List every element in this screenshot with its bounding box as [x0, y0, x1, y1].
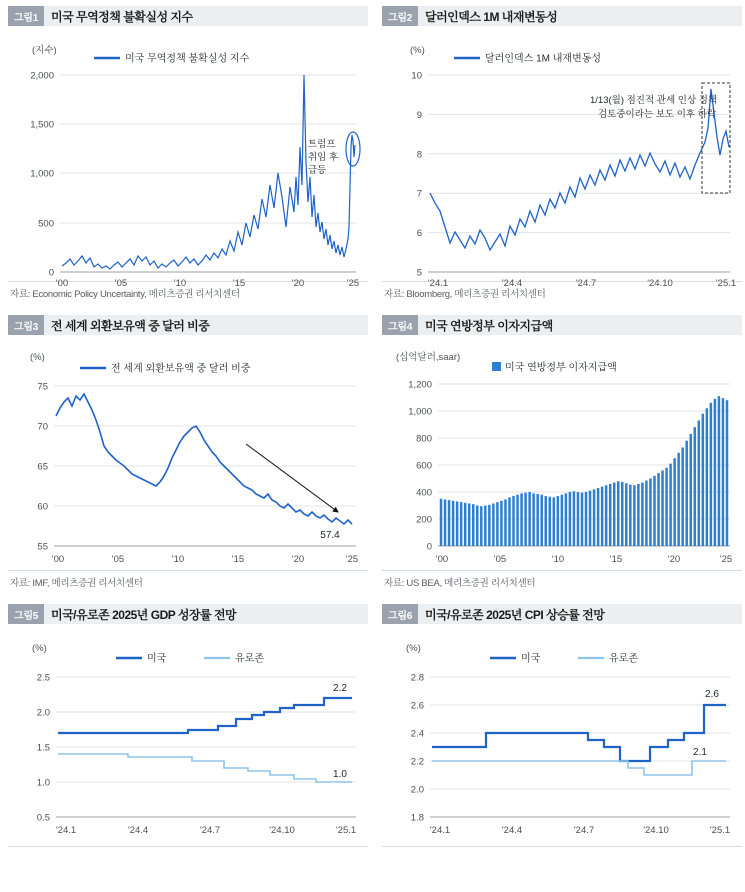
bar [710, 403, 713, 546]
panel-header [382, 604, 742, 625]
bar [496, 502, 499, 546]
panel-header [8, 604, 368, 625]
chart-svg [8, 336, 368, 571]
y-tick-labels [411, 71, 422, 279]
svg-text:2.0: 2.0 [410, 784, 424, 796]
bar [665, 468, 668, 546]
chart-svg [8, 625, 368, 847]
annotation-line-1: 1/13(월) 점진적 관세 인상 정책 [590, 95, 718, 106]
y-tick-labels [30, 71, 54, 279]
bar [524, 493, 527, 546]
y-tick-labels [37, 382, 48, 553]
chart-svg [382, 625, 742, 847]
svg-text:2.6: 2.6 [410, 700, 424, 712]
svg-text:500: 500 [38, 218, 54, 230]
panel-title: 미국/유로존 2025년 CPI 상승률 전망 [424, 607, 605, 622]
bar [605, 485, 608, 546]
legend-label: 미국 연방정부 이자지급액 [505, 362, 617, 374]
svg-text:2.8: 2.8 [410, 672, 424, 684]
bar [508, 497, 511, 546]
bar [544, 496, 547, 546]
bar [460, 502, 463, 546]
svg-text:800: 800 [416, 433, 432, 445]
panel-title: 미국/유로존 2025년 GDP 성장률 전망 [50, 607, 237, 622]
bar [488, 505, 491, 546]
panel-dollar-index-vol [382, 6, 742, 307]
bar [581, 493, 584, 546]
y-gridlines [56, 677, 356, 817]
svg-text:1,000: 1,000 [30, 168, 54, 180]
panel-tag: 그림4 [382, 315, 418, 335]
chart-grid [8, 6, 737, 847]
svg-text:'05: '05 [114, 278, 128, 289]
svg-text:'24.10: '24.10 [647, 278, 673, 289]
svg-text:'00: '00 [51, 554, 65, 565]
y-gridlines [54, 386, 356, 546]
svg-text:'20: '20 [667, 554, 681, 565]
panel-usd-reserve-share [8, 315, 368, 596]
bar [476, 506, 479, 547]
series-line-ez [432, 761, 726, 775]
bar [536, 494, 539, 546]
legend-label: 달러인덱스 1M 내재변동성 [485, 53, 602, 65]
bar [613, 483, 616, 546]
bar [456, 501, 459, 546]
chart-dollar-index-vol [382, 27, 742, 289]
svg-text:400: 400 [416, 487, 432, 499]
bar [629, 485, 632, 546]
svg-text:'24.7: '24.7 [575, 278, 597, 289]
legend-label: 미국 무역정책 불확실성 지수 [125, 53, 250, 65]
bar [532, 493, 535, 546]
svg-text:600: 600 [416, 460, 432, 472]
bar [565, 493, 568, 546]
bar [645, 481, 648, 546]
chart-svg [382, 336, 742, 571]
svg-text:'15: '15 [232, 278, 246, 289]
svg-text:'24.1: '24.1 [429, 825, 451, 836]
panel-header [382, 315, 742, 336]
bar [577, 492, 580, 546]
bar [677, 453, 680, 546]
y-unit-label: (%) [32, 643, 47, 654]
svg-text:2.5: 2.5 [36, 672, 50, 684]
bar [492, 503, 495, 546]
series-line-us [58, 698, 352, 733]
chart-gdp-forecast [8, 625, 368, 847]
x-tick-labels [430, 825, 730, 836]
svg-text:0.5: 0.5 [36, 812, 50, 824]
bar [444, 499, 447, 546]
panel-source: 자료: US BEA, 메리츠증권 리서치센터 [384, 578, 536, 589]
bar [472, 504, 475, 546]
data-label-ez: 2.1 [693, 747, 707, 758]
x-tick-labels [436, 554, 732, 565]
svg-text:'25: '25 [345, 554, 359, 565]
svg-text:'20: '20 [291, 278, 305, 289]
bar [585, 492, 588, 546]
series-line-ez [58, 754, 352, 782]
bar [718, 396, 721, 546]
x-tick-labels [52, 554, 358, 565]
svg-text:0: 0 [426, 541, 432, 553]
y-tick-labels [411, 673, 424, 824]
chart-svg [8, 27, 368, 289]
data-label-us: 2.6 [705, 689, 719, 700]
svg-text:1.0: 1.0 [36, 777, 50, 789]
panel-tag: 그림2 [382, 6, 418, 26]
series-line [56, 394, 352, 524]
svg-text:'05: '05 [493, 554, 507, 565]
svg-text:75: 75 [37, 381, 48, 393]
y-tick-labels [408, 380, 432, 553]
svg-text:1,200: 1,200 [408, 379, 432, 391]
bar [512, 496, 515, 546]
svg-text:'24.7: '24.7 [573, 825, 595, 836]
last-value-label: 57.4 [320, 530, 340, 541]
bar-series [440, 396, 728, 546]
panel-tag: 그림3 [8, 315, 44, 335]
bar [698, 420, 701, 546]
x-tick-labels [56, 825, 356, 836]
svg-text:200: 200 [416, 514, 432, 526]
svg-text:2,000: 2,000 [30, 70, 54, 82]
svg-text:'15: '15 [231, 554, 245, 565]
panel-header [382, 6, 742, 27]
bar [653, 476, 656, 546]
svg-text:1.5: 1.5 [36, 742, 50, 754]
bar [702, 414, 705, 546]
bar [597, 488, 600, 546]
annotation-line-2: 취임 후 [308, 152, 339, 163]
panel-title: 달러인덱스 1M 내재변동성 [424, 9, 558, 24]
bar [601, 487, 604, 546]
svg-text:5: 5 [416, 267, 422, 279]
svg-text:'15: '15 [609, 554, 623, 565]
svg-text:'25: '25 [719, 554, 733, 565]
y-unit-label: (지수) [32, 45, 57, 56]
bar [673, 458, 676, 546]
svg-text:'25.1: '25.1 [715, 278, 737, 289]
bar [561, 495, 564, 546]
panel-title: 미국 무역정책 불확실성 지수 [50, 9, 193, 24]
svg-text:60: 60 [37, 501, 48, 513]
bar [694, 427, 697, 546]
legend-label-ez: 유로존 [609, 653, 638, 665]
bar [722, 398, 725, 546]
svg-text:'25: '25 [346, 278, 360, 289]
bar [641, 483, 644, 546]
bar [557, 496, 560, 546]
svg-text:'24.4: '24.4 [127, 825, 149, 836]
svg-text:'24.10: '24.10 [269, 825, 295, 836]
bar [609, 484, 612, 546]
svg-text:70: 70 [37, 421, 48, 433]
svg-text:'00: '00 [435, 554, 449, 565]
bar [448, 500, 451, 546]
panel-trade-policy-uncertainty [8, 6, 368, 307]
bar [637, 484, 640, 546]
annotation-line-3: 급등 [308, 165, 327, 176]
bar [528, 492, 531, 546]
panel-title: 전 세계 외환보유액 중 달러 비중 [50, 318, 210, 333]
bar [468, 503, 471, 546]
y-unit-label: (%) [30, 352, 45, 363]
bar [706, 408, 709, 546]
svg-text:8: 8 [416, 149, 422, 161]
bar [553, 497, 556, 546]
bar [621, 482, 624, 546]
svg-text:1.8: 1.8 [410, 812, 424, 824]
svg-text:1,500: 1,500 [30, 119, 54, 131]
svg-text:2.0: 2.0 [36, 707, 50, 719]
bar [726, 400, 729, 546]
svg-text:0: 0 [48, 267, 54, 279]
svg-text:1,000: 1,000 [408, 406, 432, 418]
bar [625, 483, 628, 546]
bar [689, 434, 692, 546]
bar [540, 495, 543, 546]
svg-text:'05: '05 [111, 554, 125, 565]
bar [484, 506, 487, 547]
panel-tag: 그림6 [382, 604, 418, 624]
panel-header [8, 315, 368, 336]
chart-federal-interest-payments [382, 336, 742, 571]
panel-tag: 그림5 [8, 604, 44, 624]
panel-federal-interest-payments [382, 315, 742, 596]
svg-text:'10: '10 [171, 554, 185, 565]
panel-source: 자료: Economic Policy Uncertainty, 메리츠증권 리서치센터 [10, 289, 240, 300]
svg-text:65: 65 [37, 461, 48, 473]
chart-trade-policy-uncertainty [8, 27, 368, 289]
panel-source: 자료: Bloomberg, 메리츠증권 리서치센터 [384, 289, 546, 300]
legend-label: 전 세계 외환보유액 중 달러 비중 [111, 363, 251, 375]
bar [504, 499, 507, 546]
trend-arrow [246, 444, 338, 512]
y-tick-labels [37, 673, 50, 824]
svg-text:2.2: 2.2 [410, 756, 424, 768]
svg-text:'00: '00 [55, 278, 69, 289]
bar [633, 485, 636, 546]
svg-text:'20: '20 [291, 554, 305, 565]
bar [589, 491, 592, 546]
bar [480, 506, 483, 546]
bar [440, 499, 443, 546]
panel-source: 자료: IMF, 메리츠증권 리서치센터 [10, 578, 143, 589]
svg-text:'10: '10 [173, 278, 187, 289]
bar [516, 495, 519, 546]
legend-label-us: 미국 [521, 653, 541, 665]
panel-title: 미국 연방정부 이자지급액 [424, 318, 553, 333]
annotation-line-2: 검토중이라는 보도 이후 하락 [598, 109, 717, 120]
chart-usd-reserve-share [8, 336, 368, 571]
svg-text:'24.4: '24.4 [501, 825, 523, 836]
svg-text:'24.4: '24.4 [501, 278, 523, 289]
bar [573, 491, 576, 546]
y-unit-label: (십억달러,saar) [396, 352, 461, 363]
bar [569, 492, 572, 546]
bar [661, 470, 664, 546]
y-unit-label: (%) [406, 643, 421, 654]
panel-tag: 그림1 [8, 6, 44, 26]
bar [681, 447, 684, 546]
legend-label-us: 미국 [147, 653, 167, 665]
bar [452, 501, 455, 546]
svg-text:'24.7: '24.7 [199, 825, 221, 836]
bar [617, 481, 620, 546]
data-label-ez: 1.0 [333, 769, 347, 780]
chart-cpi-forecast [382, 625, 742, 847]
svg-text:55: 55 [37, 541, 48, 553]
svg-text:'24.10: '24.10 [643, 825, 669, 836]
chart-svg [382, 27, 742, 289]
svg-text:2.4: 2.4 [410, 728, 424, 740]
legend-label-ez: 유로존 [235, 653, 264, 665]
svg-text:'25.1: '25.1 [709, 825, 731, 836]
svg-text:10: 10 [411, 70, 422, 82]
svg-text:7: 7 [416, 188, 422, 200]
panel-cpi-forecast [382, 604, 742, 847]
panel-gdp-forecast [8, 604, 368, 847]
bar [685, 441, 688, 546]
bar [714, 399, 717, 546]
svg-text:6: 6 [416, 228, 422, 240]
bar [657, 473, 660, 546]
annotation-line-1: 트럼프 [308, 139, 336, 150]
svg-text:'24.1: '24.1 [427, 278, 449, 289]
svg-text:'10: '10 [551, 554, 565, 565]
bar [593, 489, 596, 546]
svg-text:'25.1: '25.1 [335, 825, 357, 836]
bar [669, 464, 672, 546]
bar [500, 501, 503, 546]
panel-header [8, 6, 368, 27]
y-unit-label: (%) [410, 45, 425, 56]
bar [520, 493, 523, 546]
svg-text:'24.1: '24.1 [55, 825, 77, 836]
svg-text:9: 9 [416, 109, 422, 121]
bar [464, 503, 467, 546]
bar [649, 479, 652, 547]
legend-swatch [492, 362, 501, 371]
bar [549, 497, 552, 546]
data-label-us: 2.2 [333, 683, 347, 694]
